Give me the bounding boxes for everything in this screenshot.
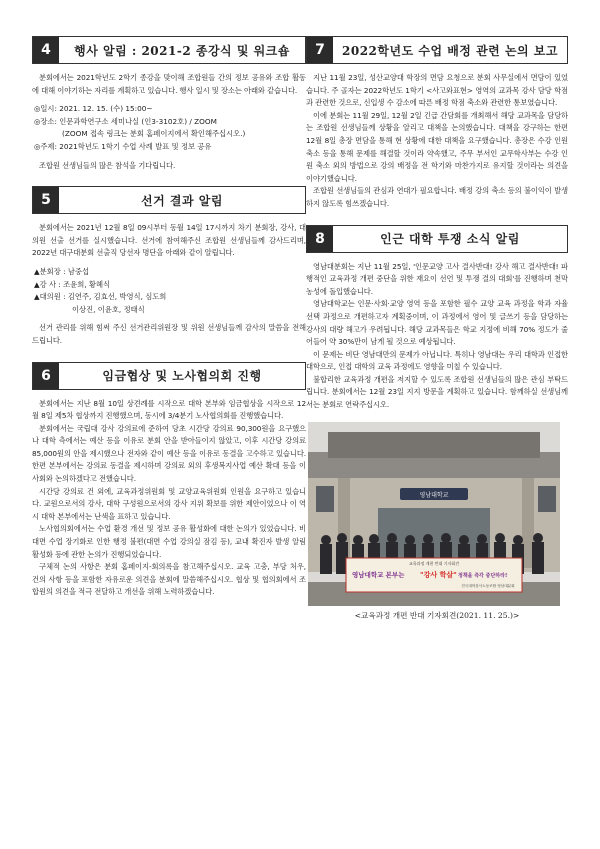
section-title: 선거 결과 알림 — [141, 193, 223, 208]
photo-illustration — [308, 422, 560, 606]
banner-main-red: "강사 학살" — [420, 570, 457, 579]
section-4-header — [32, 36, 306, 64]
zoom-note: (ZOOM 접속 링크는 분회 홈페이지에서 확인해주십시오.) — [62, 129, 246, 139]
paragraph: 시간당 강의료 건 외에, 교육과정위원회 및 교양교육위원회 인원을 요구하고 있습니다. 교원으로서의 강사, 대학 구성원으로서의 강사 지위 확보를 위한 제안이었으나 이 역시 대학 본부에서는 난색을 표하고 있습니다. — [32, 486, 306, 521]
paragraph: 이에 분회는 11월 29일, 12월 2일 긴급 간담회를 개최해서 해당 교과목을 담당하는 조합원 선생님들께 상황을 알리고 대책을 논의했습니다. 대책을 강구하는 한편 12월 8일 총장 면담을 통해 현 상황에 대한 대책을 요구했습니다. 총장은 수강 인원 축소 등을 통해 문제를 해결할 것이라 약속했고, 주무 부서인 교무학사부는 수강 인원 축소 외의 방법으로 강의 배정을 전 학기와 마찬가지로 유지할 것이라는 의견을 이야기했습니다. — [306, 110, 568, 183]
section-title: 행사 알림 : 2021-2 종강식 및 워크숍 — [74, 43, 290, 58]
section-8-header — [306, 225, 568, 253]
banner-main-left: 영남대학교 본부는 — [352, 570, 405, 579]
paragraph: 불합리한 교육과정 개편을 저지할 수 있도록 조합원 선생님들의 많은 관심 부탁드립니다. 분회에서는 12월 23일 지지 방문을 계획하고 있습니다. 함께하실 선생님께서는 분회로 연락주십시오. — [306, 374, 568, 410]
banner-small-text: 교육과정 개편 반대 기자회견 — [408, 560, 460, 566]
section-title: 인근 대학 투쟁 소식 알림 — [380, 232, 520, 247]
paragraph: 분회에서는 국립대 강사 강의료에 준하여 당초 시간당 강의료 90,300원을 요구했으나 대학 측에서는 예산 등을 이유로 분회 안을 받아들이지 않았고, 이후 시간당 강의료 85,000원의 안을 제시했으나 전자와 같이 예산 등을 이유로 동결을 고수하고 있습니다. 한편 본부에서는 강의료 동결을 제시하며 강의료 외의 후생복지사업 예산 확대 등을 이사회와 논의하겠다고 전했습니다. — [32, 423, 306, 484]
event-topic: ◎주제: 2021학년도 1학기 수업 사례 발표 및 정보 공유 — [34, 141, 212, 151]
paragraph: 분회에서는 2021학년도 2학기 종강을 맞이해 조합원들 간의 정보 공유와 조합 활동에 대해 이야기하는 자리를 계획하고 있습니다. 행사 일시 및 장소는 아래와 같습니다. — [32, 73, 306, 95]
section-title: 2022학년도 수업 배정 관련 논의 보고 — [342, 43, 558, 58]
left-column — [32, 36, 306, 599]
section-number: 5 — [33, 187, 59, 213]
paragraph: 조합원 선생님들의 많은 참석을 기다립니다. — [39, 160, 176, 170]
right-column — [306, 36, 568, 621]
event-place: ◎장소: 인문과학연구소 세미나실 (인3-3102호) / ZOOM — [34, 116, 217, 126]
section-number: 4 — [33, 37, 59, 63]
event-date: ◎일시: 2021. 12. 15. (수) 15:00~ — [34, 104, 153, 114]
section-5-header — [32, 186, 306, 214]
section-6-header — [32, 362, 306, 390]
paragraph: 분회에서는 지난 8월 10일 상견례를 시작으로 대학 본부와 임금협상을 시작으로 12월 8일 제5차 협상까지 진행했으며, 동시에 3/4분기 노사협의회를 진행했습니다. — [32, 398, 306, 421]
paragraph: 영남대분회는 지난 11월 25일, '인문교양 고사 결사반대! 강사 해고 결사반대! 파행적인 교육과정 개편 중단을 위한 재요이 선언 및 투쟁 결의 대회'를 진행하며 천막농성에 돌입했습니다. — [306, 261, 568, 296]
result-line: 이상진, 이윤호, 정태식 — [72, 304, 145, 314]
paragraph: 영남대학교는 인문·사회·교양 영역 등을 포함한 필수 교양 교육 과정을 학과 자율 선택 과정으로 개편하고자 계획중이며, 이 과정에서 영어 및 글쓰기 등을 담당하는 강사의 대량 해고가 우려됩니다. 해당 교과목들은 학교 지정에 비해 70% 정도가 줄어들어 약 30%만이 남게 될 것으로 예상됩니다. — [306, 299, 568, 347]
paragraph: 조합원 선생님들의 관심과 연대가 필요합니다. 배정 강의 축소 등의 불이익이 발생하지 않도록 힘쓰겠습니다. — [306, 186, 568, 208]
banner-sub-text: 전국대학강사노동조합 영남대분회 — [461, 583, 515, 588]
result-line: ▲강 사 : 조윤희, 황혜식 — [34, 279, 111, 289]
paragraph: 선거 관리를 위해 힘써 주신 선거관리위원장 및 위원 선생님들께 감사의 말씀을 전해 드립니다. — [32, 323, 306, 345]
section-number: 6 — [33, 363, 59, 389]
press-conference-photo — [308, 422, 560, 606]
result-line: ▲분회장 : 남중섭 — [34, 266, 90, 276]
paragraph: 분회에서는 2021년 12월 8일 09시부터 동월 14일 17시까지 차기 분회장, 강사, 대의원 선출 선거를 실시했습니다. 선거에 참여해주신 조합원 선생님들께 감사드리며, 2022년 대구대분회 선출직 당선자 명단을 아래와 같이 알립니다. — [32, 223, 306, 258]
section-number: 7 — [307, 37, 333, 63]
result-line: ▲대의원 : 김연주, 김효선, 박영식, 심도희 — [34, 292, 167, 302]
paragraph: 이 문제는 비단 영남대만의 문제가 아닙니다. 특히나 영남대는 우리 대학과 인접한 대학으로, 인접 대학의 교육 과정에도 영향을 미칠 수 있습니다. — [306, 349, 568, 372]
building-sign-text: 영남대학교 — [419, 491, 449, 499]
photo-caption: <교육과정 개편 반대 기자회견(2021. 11. 25.)> — [354, 610, 520, 620]
section-7-header — [306, 36, 568, 64]
section-number: 8 — [307, 226, 333, 252]
paragraph: 지난 11월 23일, 성산교양대 학장의 면담 요청으로 분회 사무실에서 면담이 있었습니다. 주 골자는 2022학년도 1학기 <사고와표현> 영역의 교과목 강사 담당 학점과 관련한 것으로, 신입생 수 감소에 따른 배정 학점 축소와 관련한 통보였습니다. — [306, 73, 568, 108]
paragraph: 노사협의회에서는 수업 환경 개선 및 정보 공유 활성화에 대한 논의가 있었습니다. 비대면 수업 장기화로 인한 행정 불편(대면 수업 강의실 잠김 등), 교내 확진자 발생 알림 활성화 등에 관한 논의가 진행되었습니다. — [32, 524, 306, 559]
paragraph: 구체적 논의 사항은 분회 홈페이지-회의록을 참고해주십시오. 교육 고충, 부당 처우, 건의 사항 등을 포함한 자유로운 의견을 분회에 말씀해주십시오. 협상 및 협의회에서 조합원의 의견을 적극 전달하고 개선을 위해 노력하겠습니다. — [32, 562, 306, 597]
banner-main-right: 정책을 즉각 중단하라! — [458, 572, 508, 579]
section-title: 임금협상 및 노사협의회 진행 — [102, 369, 262, 383]
